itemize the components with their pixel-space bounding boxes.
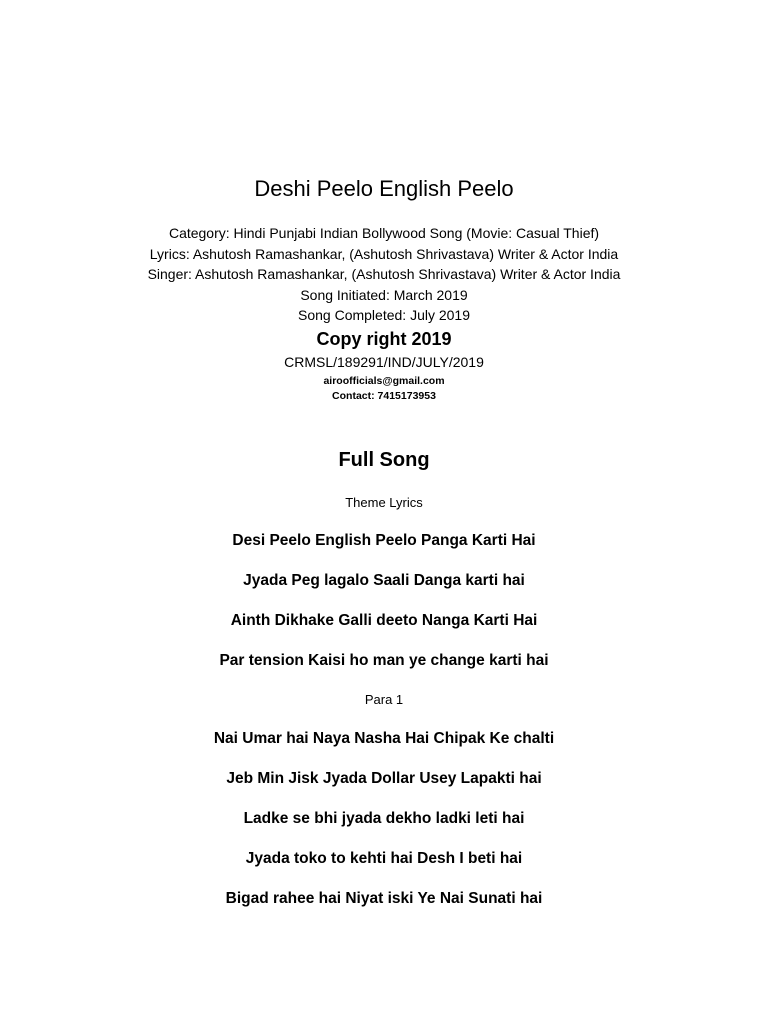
lyric-line: Desi Peelo English Peelo Panga Karti Hai	[232, 532, 536, 549]
copyright-heading: Copy right 2019	[316, 329, 452, 349]
full-song-heading: Full Song	[338, 449, 430, 471]
contact-phone: Contact: 7415173953	[332, 390, 436, 402]
registration-code: CRMSL/189291/IND/JULY/2019	[284, 354, 484, 370]
lyric-line: Ainth Dikhake Galli deeto Nanga Karti Hai	[230, 612, 538, 629]
lyric-line: Nai Umar hai Naya Nasha Hai Chipak Ke chalti	[213, 730, 555, 747]
lyric-line: Par tension Kaisi ho man ye change karti hai	[219, 652, 549, 669]
song-title: Deshi Peelo English Peelo	[254, 176, 514, 201]
lyric-line: Jyada Peg lagalo Saali Danga karti hai	[243, 572, 525, 589]
theme-lyrics-label: Theme Lyrics	[345, 495, 423, 510]
lyric-line: Jyada toko to kehti hai Desh I beti hai	[245, 850, 523, 867]
category-line: Category: Hindi Punjabi Indian Bollywood Song (Movie: Casual Thief)	[168, 225, 600, 241]
contact-email: airoofficials@gmail.com	[323, 375, 445, 387]
para-label: Para 1	[364, 692, 404, 707]
song-completed-line: Song Completed: July 2019	[298, 307, 470, 323]
song-initiated-line: Song Initiated: March 2019	[300, 287, 468, 303]
singer-credit-line: Singer: Ashutosh Ramashankar, (Ashutosh Shrivastava) Writer & Actor India	[147, 266, 621, 282]
lyric-line: Jeb Min Jisk Jyada Dollar Usey Lapakti hai	[226, 770, 542, 787]
lyric-line: Bigad rahee hai Niyat iski Ye Nai Sunati hai	[225, 890, 543, 907]
lyric-line: Ladke se bhi jyada dekho ladki leti hai	[243, 810, 525, 827]
lyrics-credit-line: Lyrics: Ashutosh Ramashankar, (Ashutosh Shrivastava) Writer & Actor India	[149, 246, 619, 262]
